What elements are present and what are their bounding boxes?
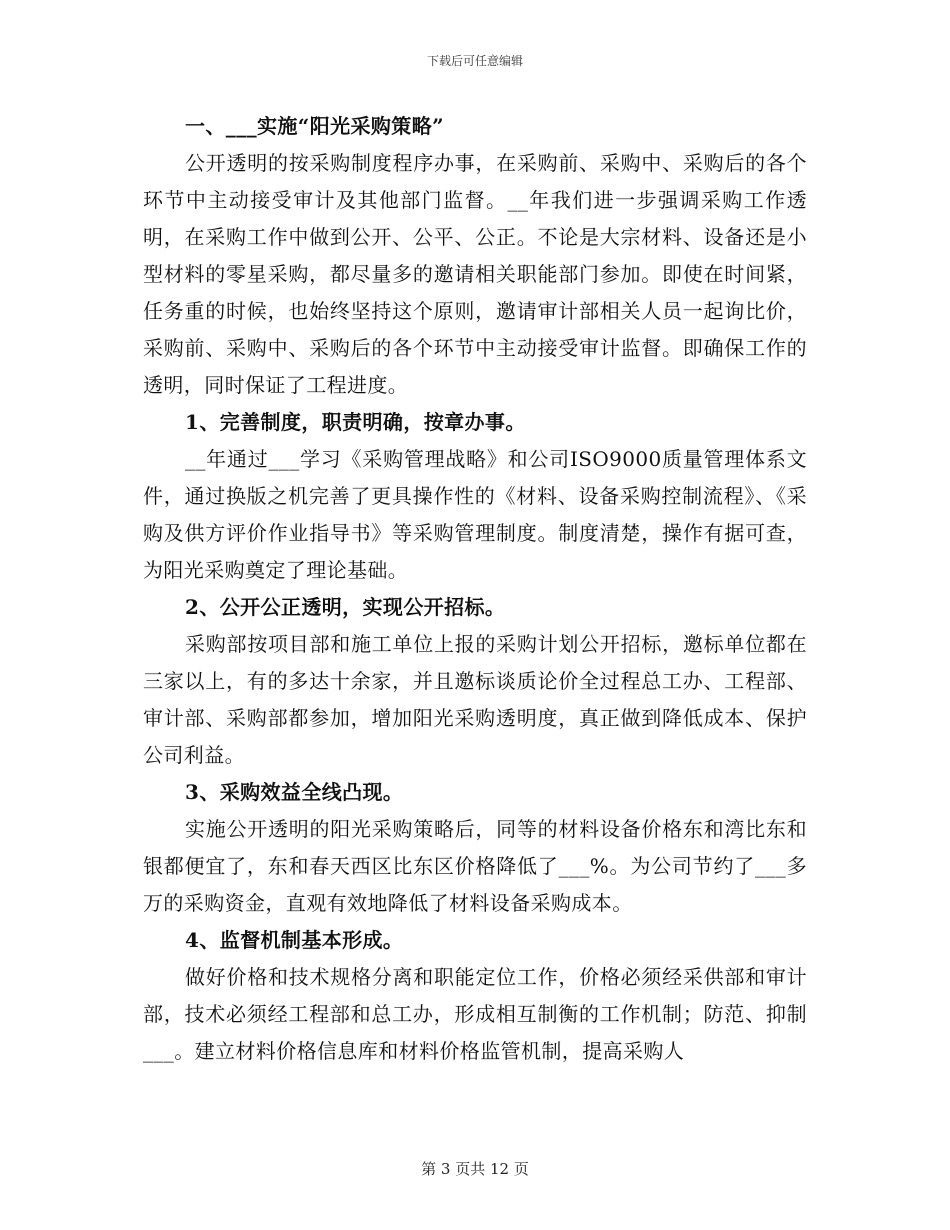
section-heading-procurement-benefits: 3、采购效益全线凸现。 [185,780,404,804]
section-paragraph-supervision-mechanism: 做好价格和技术规格分离和职能定位工作，价格必须经采供部和审计部，技术必须经工程部和总工办，形成相互制衡的工作机制；防范、抑制___。建立材料价格信息库和材料价格监管机制，提高采购人 [143,965,807,1063]
section-heading-public-bidding: 2、公开公正透明，实现公开招标。 [185,595,506,619]
section-heading-sunshine-procurement: 一、___实施“阳光采购策略” [185,114,445,138]
section-heading-supervision-mechanism: 4、监督机制基本形成。 [185,928,404,952]
page-header: 下载后可任意编辑 [426,54,523,68]
section-heading-improve-system: 1、完善制度，职责明确，按章办事。 [185,410,526,434]
document-body [143,108,807,1070]
section-paragraph-improve-system: __年通过___学习《采购管理战略》和公司ISO9000质量管理体系文件，通过换版之机完善了更具操作性的《材料、设备采购控制流程》、《采购及供方评价作业指导书》等采购管理制度。制度清楚，操作有据可查，为阳光采购奠定了理论基础。 [143,447,807,582]
page-footer: 第 3 页共 12 页 [421,1160,529,1178]
section-paragraph-sunshine-procurement: 公开透明的按采购制度程序办事，在采购前、采购中、采购后的各个环节中主动接受审计及其他部门监督。__年我们进一步强调采购工作透明，在采购工作中做到公开、公平、公正。不论是大宗材料、设备还是小型材料的零星采购，都尽量多的邀请相关职能部门参加。即使在时间紧，任务重的时候，也始终坚持这个原则，邀请审计部相关人员一起询比价，采购前、采购中、采购后的各个环节中主动接受审计监督。即确保工作的透明，同时保证了工程进度。 [143,151,807,397]
section-paragraph-procurement-benefits: 实施公开透明的阳光采购策略后，同等的材料设备价格东和湾比东和银都便宜了，东和春天西区比东区价格降低了___%。为公司节约了___多万的采购资金，直观有效地降低了材料设备采购成本。 [143,817,807,915]
section-paragraph-public-bidding: 采购部按项目部和施工单位上报的采购计划公开招标，邀标单位都在三家以上，有的多达十余家，并且邀标谈质论价全过程总工办、工程部、审计部、采购部都参加，增加阳光采购透明度，真正做到降低成本、保护公司利益。 [143,632,807,767]
